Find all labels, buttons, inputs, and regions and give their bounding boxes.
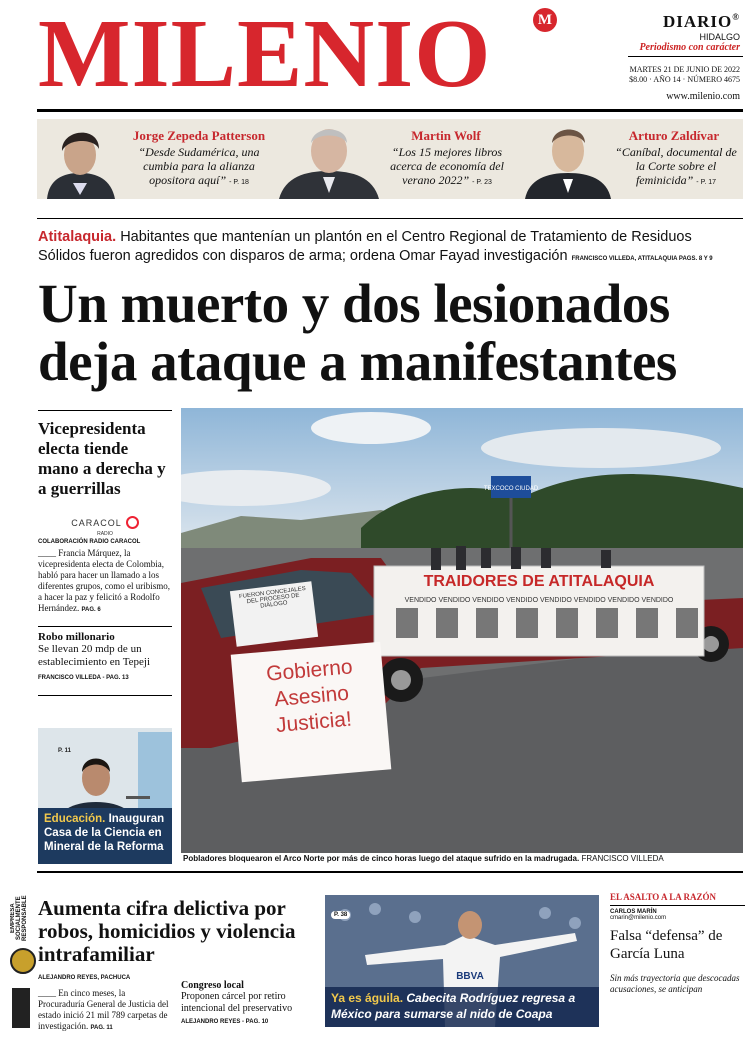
columnist-3[interactable] — [523, 119, 743, 199]
esr-icon — [10, 948, 36, 974]
columnist-name: Jorge Zepeda Patterson — [132, 128, 266, 143]
columnist-2[interactable] — [277, 119, 510, 199]
barcode-block — [12, 988, 30, 1028]
crime-headline[interactable]: Aumenta cifra delictiva por robos, homicidios y violencia intrafamiliar — [38, 896, 296, 966]
left-rule-2 — [38, 626, 172, 627]
edu-caption: Educación. Inauguran Casa de la Ciencia en Mineral de la Reforma — [38, 808, 172, 864]
columnist-1[interactable] — [37, 119, 277, 199]
crime-byline: ALEJANDRO REYES, PACHUCA — [38, 975, 131, 981]
headline-line-2: deja ataque a manifestantes — [38, 331, 677, 392]
left-rule — [38, 410, 172, 411]
left-rule-3 — [38, 695, 172, 696]
masthead-logo: MILENIO — [38, 0, 492, 108]
caracol-icon — [126, 516, 139, 529]
columnist-photo — [277, 121, 381, 199]
columnist-name: Martin Wolf — [411, 128, 481, 143]
kicker-place: Atitalaquia. — [38, 229, 117, 245]
edition-rule — [628, 56, 743, 57]
svg-text:BBVA: BBVA — [456, 971, 484, 982]
columnist-quote: “Caníbal, documental de la Corte sobre el feminicida” - P. 17 — [615, 145, 737, 187]
photo-caption: Pobladores bloquearon el Arco Norte por más de cinco horas luego del ataque sufrido en la madrugada. FRANCISCO VILLEDA — [183, 854, 664, 863]
robo-body: Se llevan 20 mdp de un establecimiento en Tepeji — [38, 643, 151, 668]
svg-text:VENDIDO VENDIDO VENDIDO VENDID: VENDIDO VENDIDO VENDIDO VENDIDO VENDIDO VENDIDO VENDIDO VENDIDO — [404, 597, 674, 604]
left-column — [38, 410, 172, 696]
edition-issue: $8.00 · AÑO 14 · NÚMERO 4675 — [629, 75, 740, 84]
razon-column[interactable]: EL ASALTO A LA RAZÓN CARLOS MARÍN cmarin@milenio.com Falsa “defensa” de García Luna Sin más trayectoria que descocadas acusaciones, se anticipan — [610, 892, 745, 995]
edition-block — [629, 12, 740, 102]
columnist-photo — [523, 121, 613, 199]
website: www.milenio.com — [666, 91, 740, 102]
masthead-rule — [37, 109, 743, 112]
columnist-name: Arturo Zaldívar — [628, 128, 720, 143]
columnists-band — [37, 119, 743, 199]
edition-state: HIDALGO — [699, 32, 740, 42]
svg-text:TRAIDORES DE ATITALAQUIA: TRAIDORES DE ATITALAQUIA — [423, 573, 655, 590]
columnist-quote: “Los 15 mejores libros acerca de economía del verano 2022” - P. 23 — [390, 145, 504, 187]
logo-mark: M — [533, 8, 557, 32]
razon-rule — [610, 905, 745, 906]
main-headline[interactable] — [38, 275, 738, 391]
edition-name: DIARIO® — [662, 12, 740, 31]
education-box[interactable] — [38, 728, 172, 864]
columnist-photo — [39, 121, 121, 199]
robo-headline[interactable]: Robo millonario — [38, 631, 115, 643]
svg-text:TEXCOCO CIUDAD: TEXCOCO CIUDAD — [483, 486, 539, 492]
slogan: Periodismo con carácter — [639, 42, 740, 53]
band-rule — [37, 218, 743, 219]
congreso-story[interactable]: Congreso local Proponen cárcel por retiro intencional del preservativo ALEJANDRO REYES - PAG. 10 — [181, 980, 293, 1025]
crime-body: ____ En cinco meses, la Procuraduría General de Justicia del estado inició 21 mil 789 carpetas de investigación. PAG. 11 — [38, 988, 169, 1031]
sports-caption: Ya es águila. Cabecita Rodríguez regresa a México para sumarse al nido de Coapa — [325, 987, 599, 1027]
edu-page: P. 11 — [58, 748, 71, 754]
protest-photo: TEXCOCO CIUDAD TRAIDORES DE ATITALAQUIA VENDIDO VENDIDO VENDIDO VENDIDO VENDIDO VENDIDO VENDIDO VENDIDO FUERON CONCEJALES DEL PROCESO DE DIÁLOGO Gobierno Asesino Justicia! — [181, 408, 743, 853]
lead-kicker[interactable] — [38, 228, 728, 269]
main-photo[interactable] — [181, 408, 743, 853]
kicker-credit: FRANCISCO VILLEDA, ATITALAQUIA PAGS. 8 Y 9 — [571, 256, 713, 262]
caracol-logo: CARACOL RADIO — [38, 513, 172, 537]
kicker-text: Habitantes que mantenían un plantón en el Centro Regional de Tratamiento de Residuos Sólidos fueron agredidos con disparos de arma; ordena Omar Fayad investigación — [38, 229, 692, 264]
bottom-rule — [37, 871, 743, 873]
collab-credit: COLABORACIÓN RADIO CARACOL — [38, 539, 141, 545]
headline-line-1: Un muerto y dos lesionados — [38, 273, 670, 334]
edition-date: MARTES 21 DE JUNIO DE 2022 — [629, 65, 740, 74]
side-story-headline[interactable]: Vicepresidenta electa tiende mano a derecha y a guerrillas — [38, 419, 166, 498]
side-story-body: ____ Francia Márquez, la vicepresidenta electa de Colombia, habló para hacer un llamado a los diferentes grupos, como el uribismo, a hacer la paz y felicitó a Rodolfo Hernández. PAG. 6 — [38, 548, 170, 613]
esr-badge: EMPRESA SOCIALMENTE RESPONSABLE — [10, 888, 34, 1033]
robo-credit: FRANCISCO VILLEDA - PAG. 13 — [38, 675, 129, 681]
sports-photo[interactable]: BBVA P. 38 Ya es águila. Cabecita Rodríguez regresa a México para sumarse al nido de Coapa — [325, 895, 599, 1027]
columnist-quote: “Desde Sudamérica, una cumbia para la alianza opositora aquí” - P. 18 — [138, 145, 260, 187]
